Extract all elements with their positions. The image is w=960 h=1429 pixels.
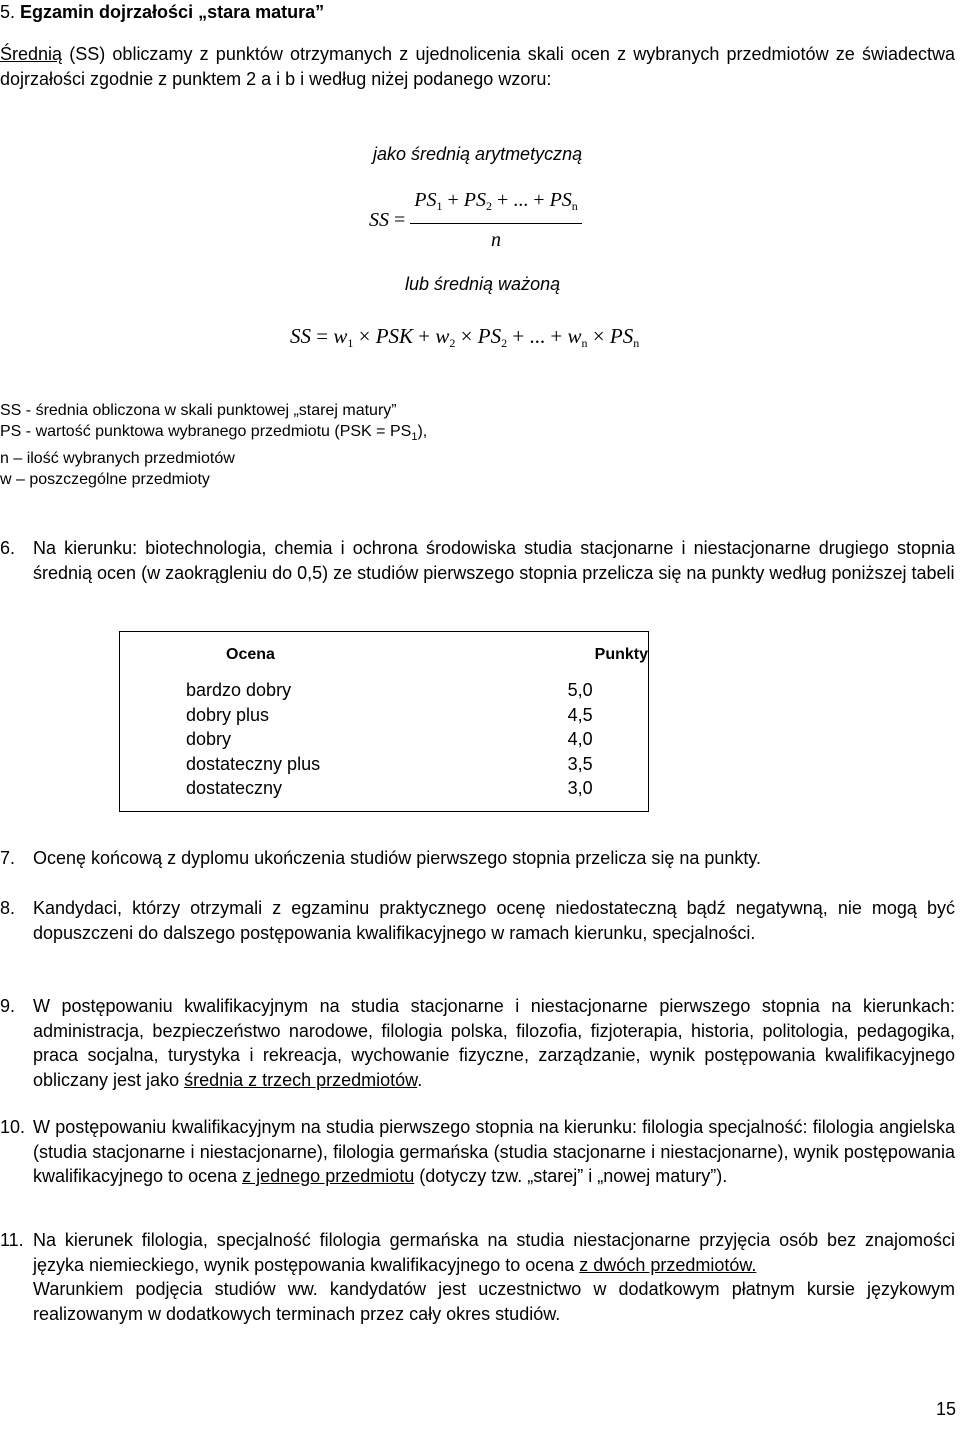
- item-text: Kandydaci, którzy otrzymali z egzaminu praktycznego ocenę niedostateczną bądź negatywną, nie mogą być dopuszczeni do dalszego postępowania kwalifikacyjnego w ramach kierunku, specjalności.: [33, 898, 955, 943]
- grade-cell: bardzo dobry: [186, 680, 292, 700]
- underlined-phrase: z dwóch przedmiotów.: [579, 1254, 757, 1275]
- table-row: [120, 727, 649, 752]
- table-row: [120, 678, 649, 703]
- item-number: 6.: [0, 538, 16, 558]
- column-header-points: Punkty: [594, 645, 648, 663]
- item-number: 8.: [0, 898, 16, 918]
- item-number: 9.: [0, 996, 16, 1016]
- points-cell: 4,5: [567, 704, 593, 725]
- formula-weighted-mean: SS = $w_1$ × PSK + $w_2 \times PS_2$ + ... + $w_n \times PS_n$: [290, 324, 640, 350]
- grade-cell: dostateczny plus: [186, 753, 321, 774]
- list-item-6: [0, 536, 955, 585]
- column-header-grade: Ocena: [226, 645, 275, 663]
- formula-arithmetic-mean: SS = $\frac{PS_1 + PS_2 + ... + PS_n}{n}$: [369, 188, 582, 252]
- list-item-9: [0, 994, 955, 1092]
- list-item-10: [0, 1115, 955, 1189]
- grade-cell: dobry plus: [186, 704, 270, 725]
- intro-text: (SS) obliczamy z punktów otrzymanych z ujednolicenia skali ocen z wybranych przedmiotów ze świadectwa dojrzałości zgodnie z punktem 2 a i b i według niżej podanego wzoru:: [0, 44, 955, 89]
- table-header-row: [120, 632, 649, 679]
- table-row: [120, 703, 649, 728]
- item-text: Na kierunku: biotechnologia, chemia i ochrona środowiska studia stacjonarne i niestacjonarne drugiego stopnia średnią ocen (w zaokrągleniu do 0,5) ze studiów pierwszego stopnia przelicza się na punkty według poniższej tabeli: [33, 538, 955, 583]
- item-text: W postępowaniu kwalifikacyjnym na studia pierwszego stopnia na kierunku: filologia specjalność: filologia angielska (studia stacjonarne i niestacjonarne), filologia germańska (studia stacjonarne i niestacjonarne), wynik postępowania kwalifikacyjnego to ocena z jednego przedmiotu (dotyczy tzw. „starej” i „nowej matury”).: [33, 1117, 955, 1186]
- points-cell: 3,0: [567, 778, 593, 798]
- item-text-continued: Warunkiem podjęcia studiów ww. kandydatów jest uczestnictwo w dodatkowym płatnym kursie językowym realizowanym w dodatkowych terminach przez cały okres studiów.: [33, 1279, 955, 1324]
- intro-paragraph: [0, 42, 955, 91]
- legend-item: n – ilość wybranych przedmiotów: [0, 450, 235, 468]
- points-cell: 3,5: [567, 753, 593, 774]
- table-row: [120, 776, 649, 801]
- formula-legend: [0, 400, 427, 490]
- list-item-8: [0, 896, 955, 945]
- table-row: [120, 752, 649, 777]
- item-number: 7.: [0, 848, 16, 868]
- points-cell: 5,0: [567, 680, 593, 700]
- grade-cell: dostateczny: [186, 778, 283, 798]
- formula1-caption: jako średnią arytmetyczną: [373, 144, 583, 164]
- legend-item: SS - średnia obliczona w skali punktowej „starej matury”: [0, 402, 397, 419]
- item-number: 11.: [0, 1230, 24, 1250]
- section-title: Egzamin dojrzałości „stara matura”: [20, 2, 325, 22]
- grades-table: [119, 631, 649, 812]
- points-cell: 4,0: [567, 729, 593, 749]
- table-spacer-row: [120, 801, 649, 812]
- section-number: 5.: [0, 2, 16, 22]
- item-text: W postępowaniu kwalifikacyjnym na studia stacjonarne i niestacjonarne pierwszego stopnia na kierunkach: administracja, bezpieczeństwo narodowe, filologia polska, filozofia, fizjoterapia, historia, politologia, pedagogika, praca socjalna, turystyka i rekreacja, wychowanie fizyczne, zarządzanie, wynik postępowania kwalifikacyjnego obliczany jest jako średnia z trzech przedmiotów.: [33, 996, 955, 1090]
- item-text: Na kierunek filologia, specjalność filologia germańska na studia niestacjonarne przyjęcia osób bez znajomości języka niemieckiego, wynik postępowania kwalifikacyjnego to ocena z dwóch przedmiotów.: [33, 1230, 955, 1275]
- intro-term: Średnią: [0, 44, 63, 64]
- item-number: 10.: [0, 1117, 26, 1137]
- grade-cell: dobry: [186, 729, 232, 749]
- list-item-11: [0, 1228, 955, 1326]
- page-number: 15: [935, 1398, 956, 1419]
- section-heading: [0, 0, 324, 25]
- legend-item: w – poszczególne przedmioty: [0, 471, 210, 489]
- list-item-7: [0, 846, 955, 871]
- formula2-caption: lub średnią ważoną: [405, 274, 561, 294]
- item-text: Ocenę końcową z dyplomu ukończenia studiów pierwszego stopnia przelicza się na punkty.: [33, 848, 762, 868]
- underlined-phrase: średnia z trzech przedmiotów: [184, 1069, 418, 1090]
- underlined-phrase: z jednego przedmiotu: [242, 1166, 415, 1186]
- legend-item: PS - wartość punktowa wybranego przedmiotu $(PSK = PS_1)$,: [0, 423, 428, 444]
